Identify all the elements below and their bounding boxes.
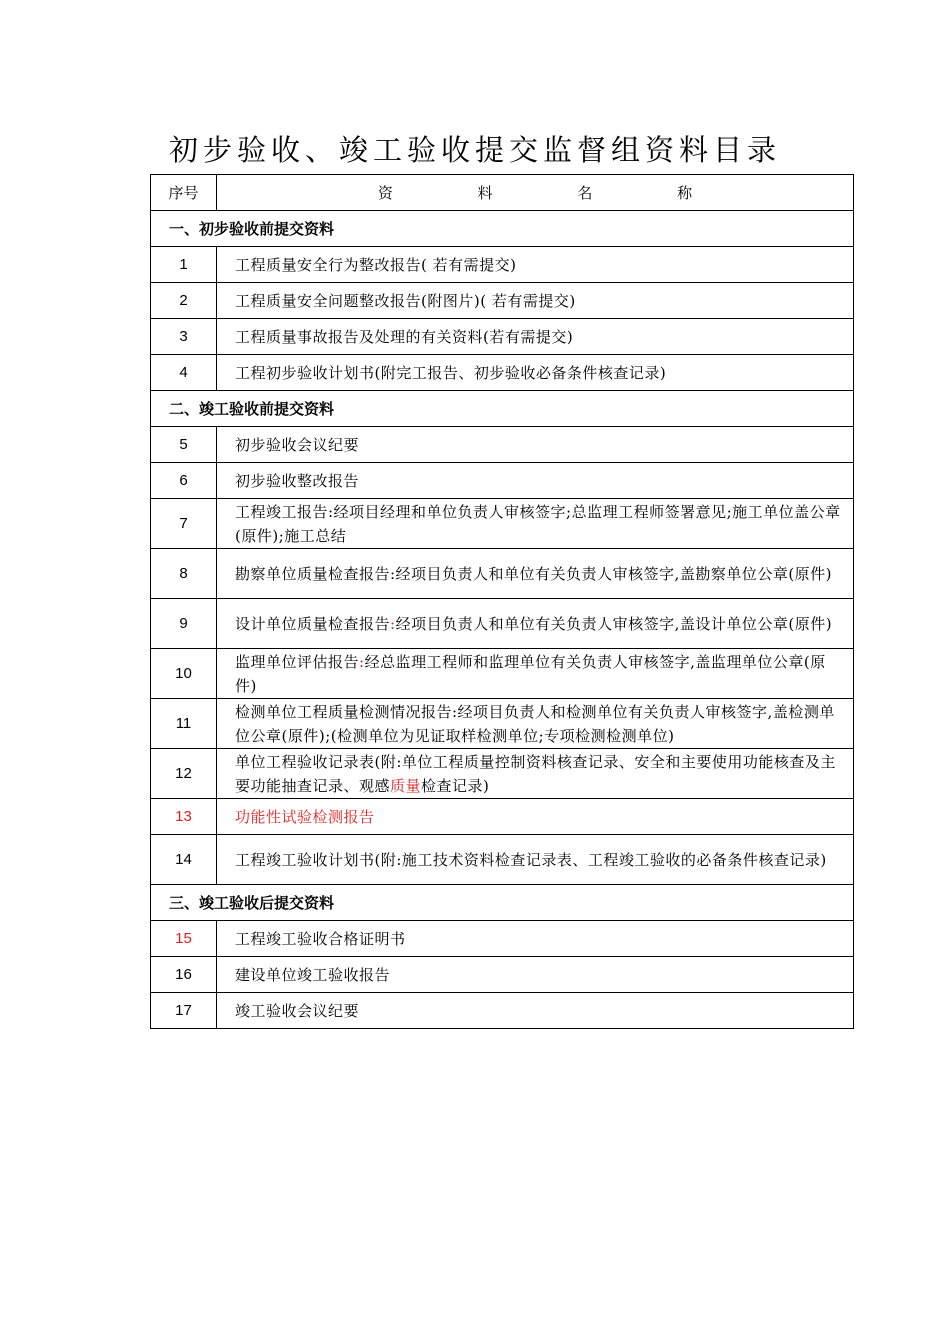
row-text: 检测单位工程质量检测情况报告:经项目负责人和检测单位有关负责人审核签字,盖检测单位公章(原件);(检测单位为见证取样检测单位;专项检测检测单位) xyxy=(217,699,854,749)
row-text: 竣工验收会议纪要 xyxy=(217,993,854,1029)
row-text: 初步验收会议纪要 xyxy=(217,427,854,463)
row-number: 13 xyxy=(151,799,217,835)
section-title: 二、竣工验收前提交资料 xyxy=(151,391,854,427)
table-row xyxy=(151,957,854,993)
table-row xyxy=(151,921,854,957)
row-text: 建设单位竣工验收报告 xyxy=(217,957,854,993)
row-text-part: 单位工程验收记录表(附:单位工程质量控制资料核查记录、安全和主要使用功能核查及主要功能抽查记录、观感 xyxy=(235,752,836,795)
table-row xyxy=(151,649,854,699)
page-title: 初步验收、竣工验收提交监督组资料目录 xyxy=(168,133,781,167)
row-text: 工程质量安全行为整改报告( 若有需提交) xyxy=(217,247,854,283)
row-text: 工程初步验收计划书(附完工报告、初步验收必备条件核查记录) xyxy=(217,355,854,391)
table-row xyxy=(151,463,854,499)
row-text: 工程竣工报告:经项目经理和单位负责人审核签字;总监理工程师签署意见;施工单位盖公章(原件);施工总结 xyxy=(217,499,854,549)
table-row xyxy=(151,835,854,885)
table-row xyxy=(151,247,854,283)
table-row xyxy=(151,699,854,749)
table-row xyxy=(151,599,854,649)
row-text-part: 经项目负责人和单位有关负责人审核签字,盖设计单位公章(原件) xyxy=(395,614,833,633)
row-number: 11 xyxy=(151,699,217,749)
row-number: 7 xyxy=(151,499,217,549)
row-number: 10 xyxy=(151,649,217,699)
table-row xyxy=(151,355,854,391)
header-name xyxy=(217,175,854,211)
row-number: 16 xyxy=(151,957,217,993)
row-text-part: 设计单位质量检查报告 xyxy=(235,614,391,633)
table-header-row xyxy=(151,175,854,211)
section-title: 一、初步验收前提交资料 xyxy=(151,211,854,247)
row-number: 8 xyxy=(151,549,217,599)
table-row xyxy=(151,427,854,463)
row-number: 17 xyxy=(151,993,217,1029)
section-row xyxy=(151,391,854,427)
row-number: 12 xyxy=(151,749,217,799)
row-number: 2 xyxy=(151,283,217,319)
row-number: 14 xyxy=(151,835,217,885)
row-number: 5 xyxy=(151,427,217,463)
row-text: 勘察单位质量检查报告:经项目负责人和单位有关负责人审核签字,盖勘察单位公章(原件) xyxy=(217,549,854,599)
table-row xyxy=(151,549,854,599)
section-row xyxy=(151,885,854,921)
row-number: 6 xyxy=(151,463,217,499)
highlight-colon: : xyxy=(390,614,396,633)
row-number: 4 xyxy=(151,355,217,391)
row-number: 9 xyxy=(151,599,217,649)
row-text xyxy=(217,599,854,649)
row-text: 初步验收整改报告 xyxy=(217,463,854,499)
row-text: 功能性试验检测报告 xyxy=(217,799,854,835)
row-text-part: 监理单位评估报告 xyxy=(235,652,360,671)
highlight-text: 质量 xyxy=(390,776,422,795)
document-table xyxy=(150,174,854,1029)
table-row xyxy=(151,319,854,355)
row-text xyxy=(217,649,854,699)
row-text-part: 检查记录) xyxy=(421,776,490,795)
row-number: 15 xyxy=(151,921,217,957)
table-row xyxy=(151,499,854,549)
row-text: 工程竣工验收合格证明书 xyxy=(217,921,854,957)
row-number: 3 xyxy=(151,319,217,355)
section-row xyxy=(151,211,854,247)
section-title: 三、竣工验收后提交资料 xyxy=(151,885,854,921)
table-row xyxy=(151,993,854,1029)
header-number: 序号 xyxy=(151,175,217,211)
row-text: 工程质量事故报告及处理的有关资料(若有需提交) xyxy=(217,319,854,355)
row-number: 1 xyxy=(151,247,217,283)
row-text: 工程竣工验收计划书(附:施工技术资料检查记录表、工程竣工验收的必备条件核查记录) xyxy=(217,835,854,885)
header-name-label: 资 料 名 称 xyxy=(377,183,733,202)
row-text-part: 经总监理工程师和监理单位有关负责人审核签字,盖监理单位公章(原件) xyxy=(235,652,826,695)
table-row xyxy=(151,749,854,799)
table-row xyxy=(151,283,854,319)
row-text: 工程质量安全问题整改报告(附图片)( 若有需提交) xyxy=(217,283,854,319)
row-text xyxy=(217,749,854,799)
table-row xyxy=(151,799,854,835)
highlight-colon: : xyxy=(359,652,365,671)
